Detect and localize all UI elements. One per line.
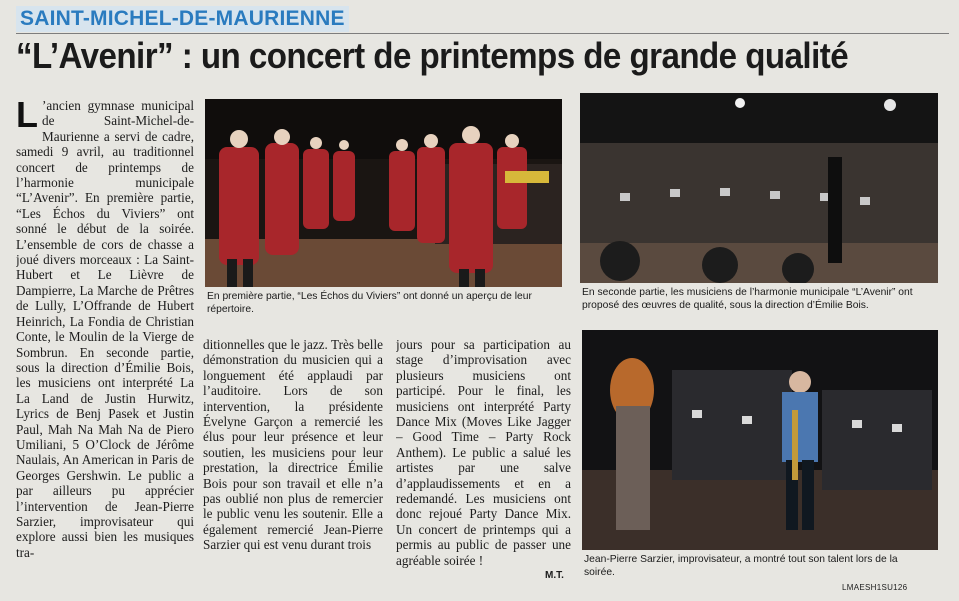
section-kicker: SAINT-MICHEL-DE-MAURIENNE [16,6,349,32]
photo-horn-ensemble [205,99,562,287]
article-column-2: ditionnelles que le jazz. Très belle démonstration du musicien qui a longuement été applaudi par l’auditoire. Lors de son intervention, la présidente Évelyne Garçon a remercié les élus pour leur présence et leur soutien, les musiciens pour leur prestation, la directrice Émilie Bois pour son travail et elle n’a pas oublié non plus de remercier le public venu les soutenir. Elle a également remercié Jean-Pierre Sarzier qui est venu durant trois [203,337,383,553]
article-column-1 [16,98,194,601]
photo-2-caption: En seconde partie, les musiciens de l’harmonie municipale “L’Avenir” ont proposé des œuvres de qualité, sous la direction d’Émilie Bois. [582,287,913,311]
photo-orchestra [580,93,938,283]
photo-improviser [582,330,938,550]
headline: “L’Avenir” : un concert de printemps de grande qualité [16,35,849,76]
drop-cap: L [16,98,38,135]
photo-1-caption: En première partie, “Les Échos du Viviers” ont donné un aperçu de leur répertoire. [207,291,532,315]
page-code: LMAESH1SU126 [842,583,908,592]
article-column-3: jours pour sa participation au stage d’improvisation avec plusieurs musiciens ont participé. Pour le final, les musiciens ont interprété Party Dance Mix (Moves Like Jagger – Good Time – Party Rock Anthem). Le public a salué les artistes par une salve d’applaudissements et en a redemandé. Les musiciens ont donc rejoué Party Dance Mix. Un concert de printemps qui a permis au public de passer une agréable soirée ! [396,337,571,568]
author-signature: M.T. [545,570,564,581]
photo-3-caption: Jean-Pierre Sarzier, improvisateur, a montré tout son talent lors de la soirée. [584,554,898,578]
column-1-text: ’ancien gymnase municipal de Saint-Michel-de-Maurienne a servi de cadre, samedi 9 avril, au traditionnel concert de printemps de l’harmonie municipale “L’Avenir”. En première partie, “Les Échos du Viviers” ont sonné le début de la soirée. L’ensemble de cors de chasse a joué divers morceaux : La Saint-Hubert et Le Lièvre de Dampierre, La Marche de Prêtres de Lully, L’Offrande de Hubert Heinrich, La Fondia de Christian Conte, le Moulin de la Vierge de Sombrun. En seconde partie, sous la direction d’Émilie Bois, les musiciens ont interprété La La Land de Justin Hurwitz, Lyrics de Benj Pasek et Justin Paul, Mah Na Mah Na de Piero Umiliani, 5 O’Clock de Jérôme Naulais, An American in Paris de Georges Gershwin. Le public a par ailleurs pu apprécier l’intervention de Jean-Pierre Sarzier, improvisateur qui explore aussi bien les musiques tra- [16,98,194,560]
